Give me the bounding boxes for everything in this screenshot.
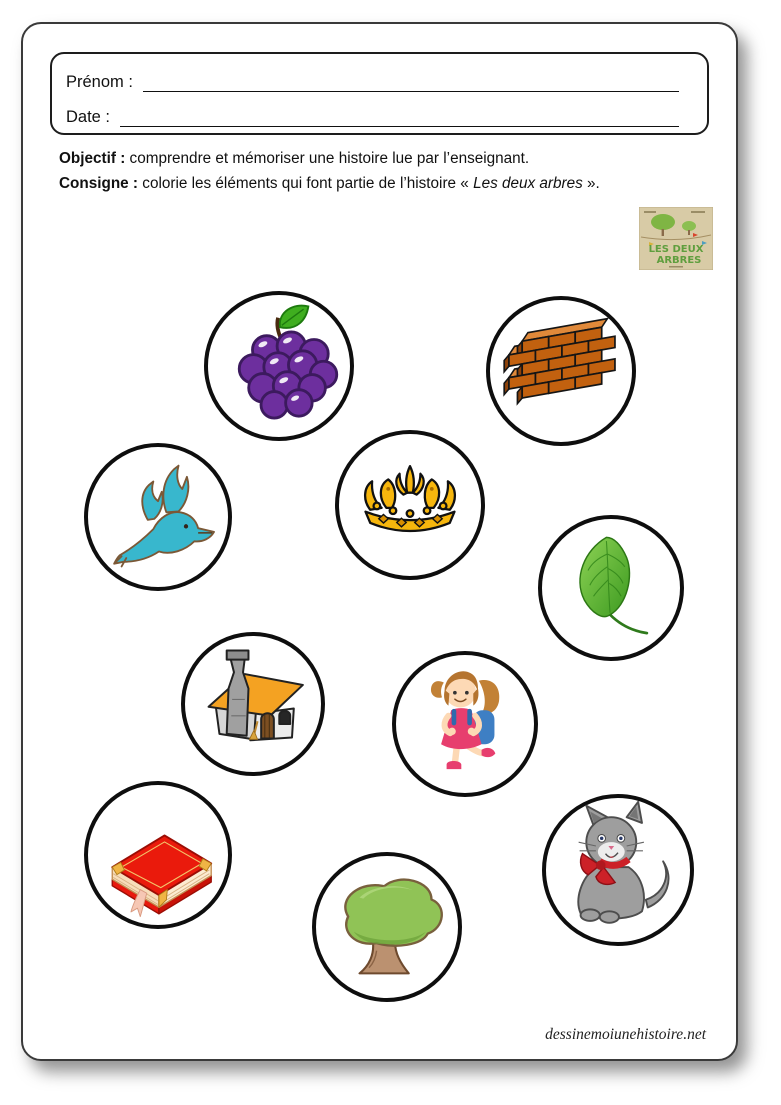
svg-text:LES DEUX: LES DEUX xyxy=(648,244,704,255)
item-circle-grapes[interactable] xyxy=(204,291,354,441)
grapes-icon xyxy=(208,295,350,437)
cat-icon xyxy=(546,798,690,942)
house-icon xyxy=(185,636,321,772)
item-circle-house[interactable] xyxy=(181,632,325,776)
objectif-label: Objectif : xyxy=(59,150,126,167)
svg-text:ARBRES: ARBRES xyxy=(656,255,702,266)
consigne-line xyxy=(59,171,699,196)
consigne-label: Consigne : xyxy=(59,175,139,192)
prenom-label: Prénom : xyxy=(66,73,133,91)
prenom-row xyxy=(66,66,693,92)
item-circle-tree[interactable] xyxy=(312,852,462,1002)
crown-icon xyxy=(339,434,481,576)
date-label: Date : xyxy=(66,108,111,126)
item-circle-leaf[interactable] xyxy=(538,515,684,661)
book-cover-thumbnail xyxy=(639,207,713,270)
website-watermark: dessinemoiunehistoire.net xyxy=(545,1026,706,1043)
story-title: Les deux arbres xyxy=(473,175,583,192)
consigne-text-after: ». xyxy=(582,175,600,192)
item-circle-cat[interactable] xyxy=(542,794,694,946)
item-circle-girl[interactable] xyxy=(392,651,538,797)
consigne-text-before: colorie les éléments qui font partie de l’histoire « xyxy=(138,175,474,192)
brick-wall-icon xyxy=(490,300,632,442)
prenom-field[interactable] xyxy=(143,72,679,92)
bird-icon xyxy=(88,447,228,587)
worksheet-page xyxy=(21,22,738,1061)
date-field[interactable] xyxy=(120,107,679,127)
item-circle-brick-wall[interactable] xyxy=(486,296,636,446)
tree-icon xyxy=(316,856,458,998)
book-icon xyxy=(88,785,228,925)
book-cover-icon xyxy=(639,207,713,270)
date-row xyxy=(66,101,693,127)
objectif-line xyxy=(59,146,699,171)
instructions-block xyxy=(59,146,699,196)
objectif-text: comprendre et mémoriser une histoire lue par l’enseignant. xyxy=(125,150,530,167)
item-circle-bird[interactable] xyxy=(84,443,232,591)
item-circle-book[interactable] xyxy=(84,781,232,929)
leaf-icon xyxy=(542,519,680,657)
girl-icon xyxy=(396,655,534,793)
item-circle-crown[interactable] xyxy=(335,430,485,580)
name-date-box xyxy=(50,52,709,135)
